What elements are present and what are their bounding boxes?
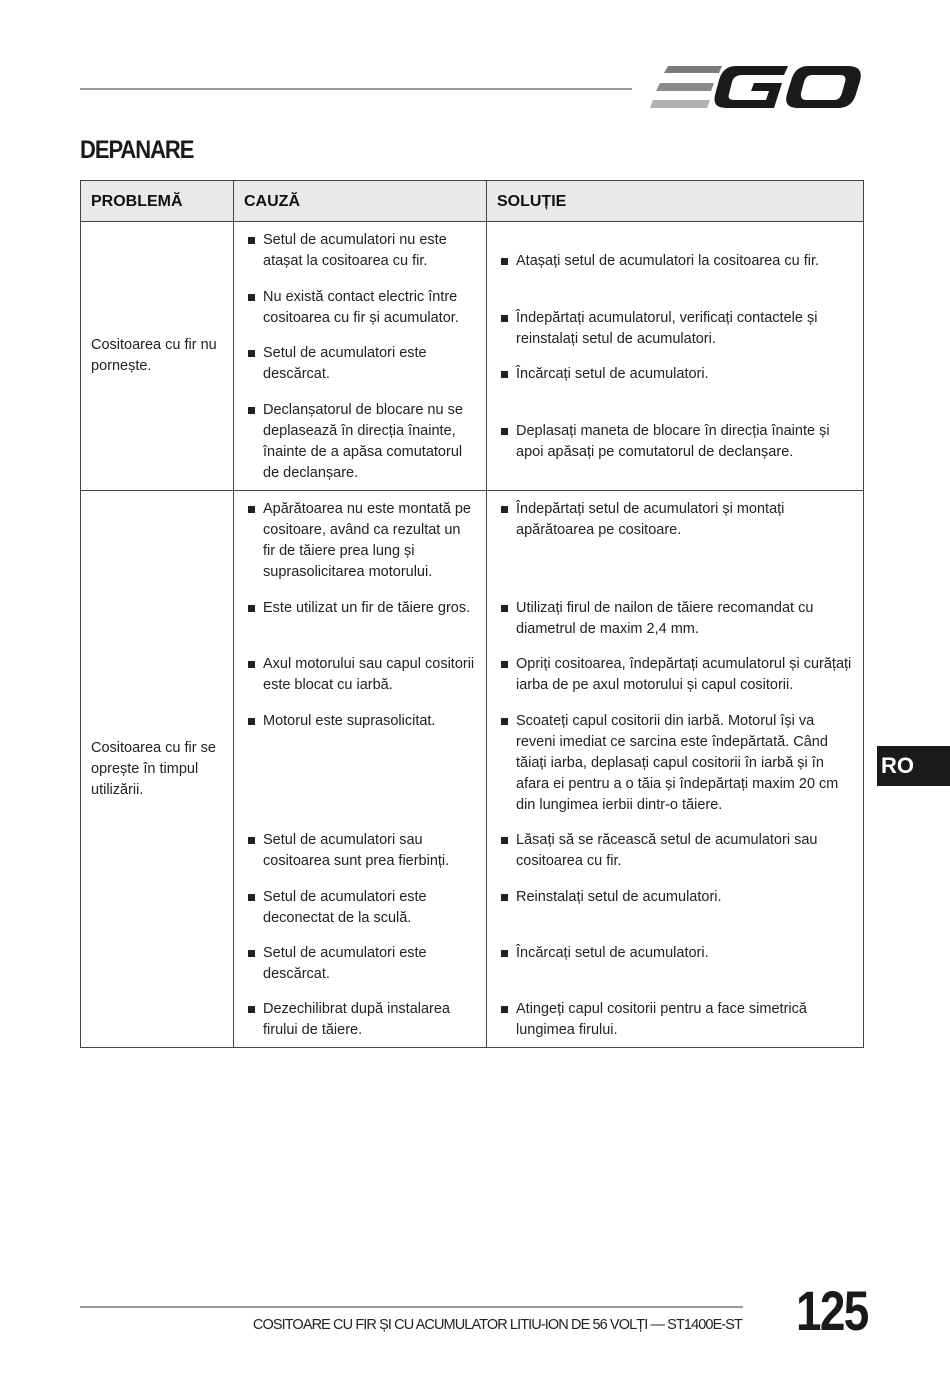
solution-cell	[487, 491, 864, 1048]
page-number: 125	[796, 1279, 868, 1342]
solution-item: Deplasați maneta de blocare în direcția înainte și apoi apăsați pe comutatorul de declanșare.	[497, 421, 853, 463]
cause-item: Declanșatorul de blocare nu se deplasează în direcția înainte, înainte de a apăsa comutatorul de declanșare.	[244, 400, 476, 484]
solution-item: Utilizați firul de nailon de tăiere recomandat cu diametrul de maxim 2,4 mm.	[497, 598, 853, 654]
solution-item: Atașați setul de acumulatori la cositoarea cu fir.	[497, 251, 853, 308]
cause-item: Setul de acumulatori nu este atașat la cositoarea cu fir.	[244, 230, 476, 287]
header-solution: SOLUȚIE	[487, 181, 864, 222]
ego-logo	[650, 62, 862, 112]
cause-cell	[234, 491, 487, 1048]
cause-item: Setul de acumulatori sau cositoarea sunt prea fierbinți.	[244, 830, 476, 887]
cause-item: Este utilizat un fir de tăiere gros.	[244, 598, 476, 654]
cause-item: Setul de acumulatori este descărcat.	[244, 343, 476, 400]
header-cause: CAUZĂ	[234, 181, 487, 222]
solution-item: Opriți cositoarea, îndepărtați acumulatorul și curățați iarba de pe axul motorului și capul cositorii.	[497, 654, 853, 711]
cause-item: Setul de acumulatori este deconectat de la sculă.	[244, 887, 476, 943]
header-problem: PROBLEMĂ	[81, 181, 234, 222]
cause-item: Apărătoarea nu este montată pe cositoare, având ca rezultat un fir de tăiere prea lung și suprasolicitarea motorului.	[244, 499, 476, 598]
solution-item: Reinstalați setul de acumulatori.	[497, 887, 853, 943]
problem-cell: Cositoarea cu fir se oprește în timpul utilizării.	[81, 491, 234, 1048]
table-row	[81, 222, 864, 491]
footer-text: COSITOARE CU FIR ȘI CU ACUMULATOR LITIU-ION DE 56 VOLȚI — ST1400E-ST	[252, 1317, 742, 1333]
cause-item: Nu există contact electric între cositoarea cu fir și acumulator.	[244, 287, 476, 343]
solution-item: Îndepărtați setul de acumulatori și montați apărătoarea pe cositoare.	[497, 499, 853, 598]
header-rule	[80, 88, 632, 90]
section-title: DEPANARE	[80, 136, 194, 164]
cause-item: Dezechilibrat după instalarea firului de tăiere.	[244, 999, 476, 1041]
solution-cell	[487, 222, 864, 491]
solution-item: Încărcați setul de acumulatori.	[497, 364, 853, 421]
solution-item: Scoateți capul cositorii din iarbă. Motorul își va reveni imediat ce sarcina este îndepărtată. Când tăiați iarba, deplasați capul cositorii în iarbă și în afara ei pentru a o tăia și îndepărtați maxim 20 cm din lungimea ierbii dintr-o tăiere.	[497, 711, 853, 830]
problem-cell: Cositoarea cu fir nu pornește.	[81, 222, 234, 491]
cause-item: Axul motorului sau capul cositorii este blocat cu iarbă.	[244, 654, 476, 711]
solution-item: Îndepărtați acumulatorul, verificați contactele și reinstalați setul de acumulatori.	[497, 308, 853, 364]
language-tab: RO	[877, 746, 950, 786]
cause-item: Motorul este suprasolicitat.	[244, 711, 476, 830]
solution-item: Lăsați să se răcească setul de acumulatori sau cositoarea cu fir.	[497, 830, 853, 887]
table-header-row	[81, 181, 864, 222]
solution-item: Atingeți capul cositorii pentru a face simetrică lungimea firului.	[497, 999, 853, 1041]
footer-rule	[80, 1306, 743, 1308]
cause-cell	[234, 222, 487, 491]
cause-item: Setul de acumulatori este descărcat.	[244, 943, 476, 999]
troubleshooting-table	[80, 180, 864, 1048]
solution-item: Încărcați setul de acumulatori.	[497, 943, 853, 999]
table-row	[81, 491, 864, 1048]
